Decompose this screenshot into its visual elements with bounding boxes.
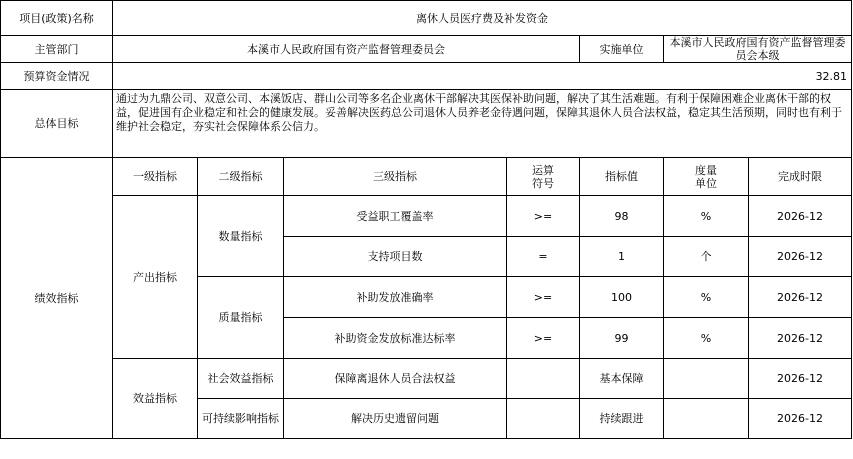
indicator-unit: [664, 359, 749, 399]
overall-goal-label: 总体目标: [1, 90, 113, 158]
budget-row: [1, 63, 852, 90]
level2-quality-indicator: 质量指标: [198, 277, 284, 359]
column-header-level3: 三级指标: [284, 158, 507, 196]
overall-goal-text: 通过为九鼎公司、双意公司、本溪饭店、群山公司等多名企业离休干部解决其医保补助问题，解决了其生活难题。有利于保障困难企业离休干部的权益，促进国有企业稳定和社会的健康发展。妥善解决医药总公司退休人员养老金待遇问题，保障其退休人员合法权益，稳定其生活预期，同时也有利于维护社会稳定，夯实社会保障体系公信力。: [113, 90, 852, 158]
indicator-name: 补助资金发放标准达标率: [284, 318, 507, 359]
indicator-value: 98: [580, 196, 664, 237]
table-row: [1, 196, 852, 237]
project-name-value: 离休人员医疗费及补发资金: [113, 1, 852, 36]
indicator-deadline: 2026-12: [749, 359, 852, 399]
level1-benefit-indicator: 效益指标: [113, 359, 198, 439]
indicator-deadline: 2026-12: [749, 318, 852, 359]
column-header-unit: 度量 单位: [664, 158, 749, 196]
indicator-value: 99: [580, 318, 664, 359]
indicator-deadline: 2026-12: [749, 399, 852, 439]
indicator-name: 支持项目数: [284, 237, 507, 277]
indicator-name: 解决历史遗留问题: [284, 399, 507, 439]
performance-indicators-label: 绩效指标: [1, 158, 113, 439]
indicator-value: 100: [580, 277, 664, 318]
level2-quantity-indicator: 数量指标: [198, 196, 284, 277]
indicator-unit: %: [664, 196, 749, 237]
column-header-level2: 二级指标: [198, 158, 284, 196]
implementing-unit-value: 本溪市人民政府国有资产监督管理委员会本级: [664, 36, 852, 63]
implementing-unit-label: 实施单位: [580, 36, 664, 63]
indicator-name: 保障离退休人员合法权益: [284, 359, 507, 399]
indicator-value: 持续跟进: [580, 399, 664, 439]
budget-label: 预算资金情况: [1, 63, 113, 90]
column-header-level1: 一级指标: [113, 158, 198, 196]
level2-sustainable-impact-indicator: 可持续影响指标: [198, 399, 284, 439]
indicator-operator: >=: [507, 318, 580, 359]
goal-row: [1, 90, 852, 158]
indicator-operator: =: [507, 237, 580, 277]
project-row: [1, 1, 852, 36]
indicator-unit: [664, 399, 749, 439]
indicator-operator: >=: [507, 277, 580, 318]
project-name-label: 项目(政策)名称: [1, 1, 113, 36]
department-row: [1, 36, 852, 63]
indicator-operator: [507, 359, 580, 399]
indicator-operator: >=: [507, 196, 580, 237]
budget-value: 32.81: [113, 63, 852, 90]
column-header-deadline: 完成时限: [749, 158, 852, 196]
indicator-deadline: 2026-12: [749, 196, 852, 237]
department-label: 主管部门: [1, 36, 113, 63]
indicator-operator: [507, 399, 580, 439]
indicator-name: 受益职工覆盖率: [284, 196, 507, 237]
indicator-deadline: 2026-12: [749, 277, 852, 318]
column-header-target-value: 指标值: [580, 158, 664, 196]
level1-output-indicator: 产出指标: [113, 196, 198, 359]
indicator-unit: 个: [664, 237, 749, 277]
table-row: [1, 359, 852, 399]
indicator-unit: %: [664, 277, 749, 318]
indicator-value: 基本保障: [580, 359, 664, 399]
indicator-value: 1: [580, 237, 664, 277]
column-header-operator: 运算 符号: [507, 158, 580, 196]
indicator-name: 补助发放准确率: [284, 277, 507, 318]
indicator-unit: %: [664, 318, 749, 359]
indicator-header-row: [1, 158, 852, 196]
department-value: 本溪市人民政府国有资产监督管理委员会: [113, 36, 580, 63]
level2-social-benefit-indicator: 社会效益指标: [198, 359, 284, 399]
indicator-deadline: 2026-12: [749, 237, 852, 277]
